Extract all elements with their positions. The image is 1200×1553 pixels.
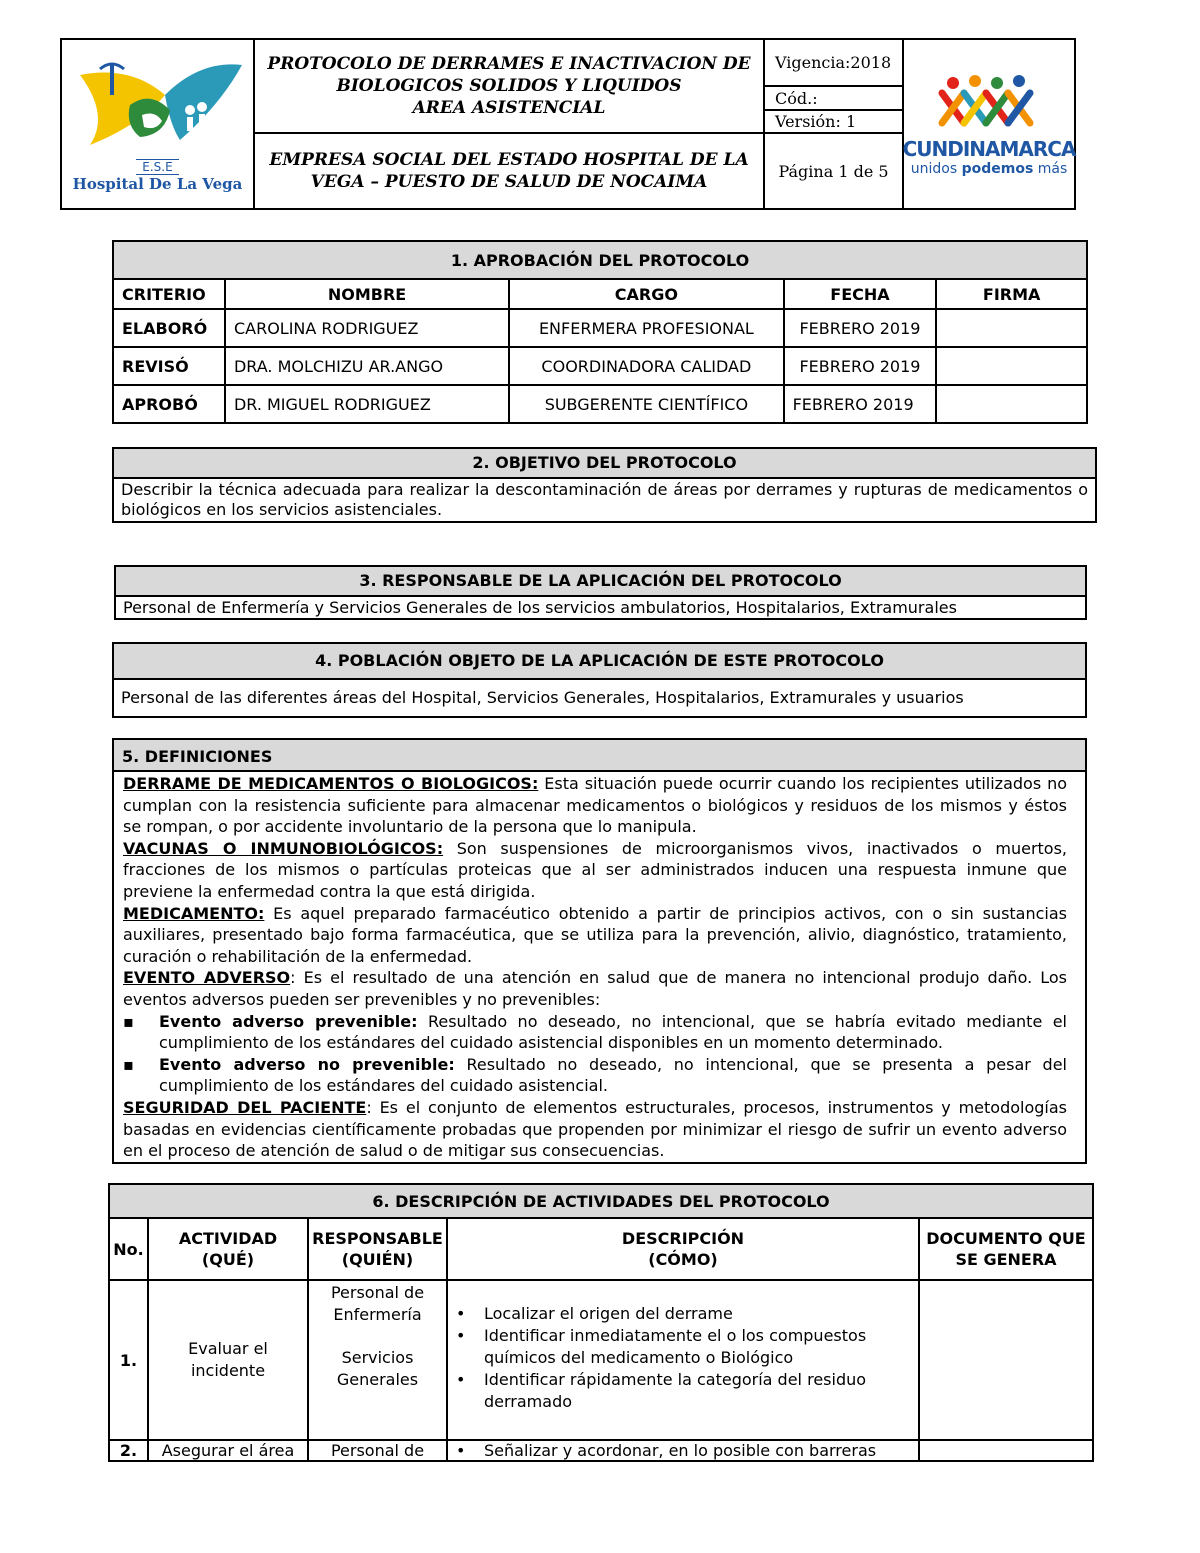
definition-evento-adverso — [123, 967, 1067, 1010]
activity-cell: Asegurar el área — [148, 1440, 308, 1461]
col-descripcion-line1: DESCRIPCIÓN — [621, 1229, 745, 1248]
slogan-part-a: unidos — [910, 161, 962, 177]
list-item — [448, 1442, 918, 1460]
table-row — [113, 385, 1087, 423]
col-firma: FIRMA — [936, 279, 1087, 309]
nombre-cell: DRA. MOLCHIZU AR.ANGO — [225, 347, 509, 385]
cundinamarca-slogan — [911, 161, 1068, 177]
definitions-section — [112, 738, 1087, 1164]
version: Versión: 1 — [765, 111, 904, 134]
bullet-term: Evento adverso prevenible: — [159, 1011, 418, 1031]
col-responsable-line2: (QUIÉN) — [341, 1250, 414, 1269]
list-item — [448, 1369, 914, 1413]
population-title: 4. POBLACIÓN OBJETO DE LA APLICACIÓN DE ESTE PROTOCOLO — [114, 644, 1085, 680]
description-item: Localizar el origen del derrame — [484, 1304, 733, 1323]
definition-text: : Es el resultado de una atención en salud que de manera no intencional produjo daño. Los eventos adversos pueden ser prevenibles y no prevenibles: — [123, 968, 1068, 1009]
institution-title-line1: EMPRESA SOCIAL DEL ESTADO HOSPITAL DE LA — [269, 150, 749, 170]
description-item: Identificar inmediatamente el o los compuestos químicos del medicamento o Biológico — [484, 1326, 867, 1367]
col-actividad-line2: (QUÉ) — [201, 1250, 255, 1269]
cargo-cell: SUBGERENTE CIENTÍFICO — [509, 385, 783, 423]
institution-title — [255, 134, 765, 208]
firma-cell — [936, 385, 1087, 423]
firma-cell — [936, 347, 1087, 385]
col-criterio: CRITERIO — [113, 279, 225, 309]
col-responsable — [308, 1218, 447, 1280]
definition-term: DERRAME DE MEDICAMENTOS O BIOLOGICOS: — [123, 774, 539, 793]
fecha-cell: FEBRERO 2019 — [784, 347, 937, 385]
definitions-title: 5. DEFINICIONES — [114, 740, 1085, 772]
objective-title: 2. OBJETIVO DEL PROTOCOLO — [114, 449, 1095, 479]
table-row — [113, 309, 1087, 347]
slogan-part-c: más — [1033, 161, 1068, 177]
definition-term: VACUNAS O INMUNOBIOLÓGICOS: — [123, 838, 444, 858]
fecha-cell: FEBRERO 2019 — [784, 385, 937, 423]
definition-term: SEGURIDAD DEL PACIENTE — [123, 1097, 367, 1117]
table-row — [113, 347, 1087, 385]
col-actividad-line1: ACTIVIDAD — [178, 1229, 278, 1248]
col-responsable-line1: RESPONSABLE — [312, 1229, 443, 1248]
definition-vacunas — [123, 838, 1067, 903]
cundinamarca-brand: CUNDINAMARCA — [902, 137, 1076, 161]
institution-title-line2: VEGA – PUESTO DE SALUD DE NOCAIMA — [310, 172, 708, 192]
col-descripcion-line2: (CÓMO) — [648, 1250, 718, 1269]
population-text: Personal de las diferentes áreas del Hospital, Servicios Generales, Hospitalarios, Extramurales y usuarios — [121, 688, 964, 707]
definition-text: Es aquel preparado farmacéutico obtenido a partir de principios activos, con o sin sustancias auxiliares, presentado bajo forma farmacéutica, que se utiliza para la prevención, alivio, diagnóstico, tratamiento, curación o rehabilitación de la enfermedad. — [123, 903, 1067, 966]
definition-text: Esta situación puede ocurrir cuando los recipientes utilizados no cumplan con la resistencia suficiente para almacenar medicamentos o biológicos y residuos de los mismos y éstos se rompan, o por accidente involuntario de la persona que lo manipula. — [123, 774, 1067, 837]
definitions-body — [114, 772, 1085, 1162]
cundinamarca-figures-icon — [934, 71, 1044, 137]
codigo: Cód.: — [765, 87, 904, 111]
responsible-cell: Personal de — [308, 1440, 447, 1461]
description-cell — [447, 1280, 919, 1440]
col-documento-line1: DOCUMENTO QUE — [926, 1229, 1086, 1248]
definition-text: : Es el conjunto de elementos estructurales, procesos, instrumentos y metodologías basadas en evidencias científicamente probadas que propenden por minimizar el riesgo de sufrir un evento adverso en el proceso de atención de salud o de mitigar sus consecuencias. — [123, 1097, 1068, 1161]
activity-cell — [148, 1280, 308, 1440]
col-descripcion — [447, 1218, 919, 1280]
criterio-cell: REVISÓ — [113, 347, 225, 385]
bullet-term: Evento adverso no prevenible: — [159, 1054, 455, 1074]
document-cell — [919, 1440, 1093, 1461]
col-actividad — [148, 1218, 308, 1280]
protocol-title — [255, 40, 765, 134]
responsible-line4: Generales — [336, 1370, 419, 1389]
square-bullet-icon: ▪ — [123, 1054, 134, 1074]
cundinamarca-logo — [904, 40, 1074, 208]
hospital-logo-line2: Hospital De La Vega — [72, 175, 243, 193]
hospital-logo-icon — [70, 55, 246, 155]
protocol-title-line1: PROTOCOLO DE DERRAMES E INACTIVACION DE — [267, 54, 751, 74]
responsible-line2: Enfermería — [333, 1305, 422, 1324]
row-number: 1. — [109, 1280, 148, 1440]
responsible-cell — [308, 1280, 447, 1440]
criterio-cell: APROBÓ — [113, 385, 225, 423]
activity-line2: incidente — [190, 1361, 266, 1380]
document-header — [60, 38, 1076, 210]
bullet-text: Resultado no deseado, no intencional, que se presenta a pesar del cumplimiento de los estándares del cuidado asistencial. — [159, 1054, 1068, 1096]
hospital-logo-line1: E.S.E — [136, 159, 178, 175]
description-item: Señalizar y acordonar, en lo posible con barreras — [484, 1441, 877, 1460]
list-item — [448, 1325, 914, 1369]
objective-text: Describir la técnica adecuada para realizar la descontaminación de áreas por derrames y rupturas de medicamentos o biológicos en los servicios asistenciales. — [121, 480, 1088, 519]
col-documento — [919, 1218, 1093, 1280]
bullet-icon: • — [456, 1304, 466, 1323]
protocol-title-line2: BIOLOGICOS SOLIDOS Y LIQUIDOS — [336, 76, 682, 96]
definition-seguridad — [123, 1097, 1067, 1162]
slogan-part-b: podemos — [961, 161, 1034, 177]
hospital-logo — [62, 40, 255, 208]
bullet-icon: • — [456, 1326, 466, 1345]
activities-title: 6. DESCRIPCIÓN DE ACTIVIDADES DEL PROTOCOLO — [109, 1184, 1093, 1218]
fecha-cell: FEBRERO 2019 — [784, 309, 937, 347]
responsible-title: 3. RESPONSABLE DE LA APLICACIÓN DEL PROTOCOLO — [116, 567, 1085, 597]
responsible-line1: Personal de — [330, 1283, 425, 1302]
nombre-cell: CAROLINA RODRIGUEZ — [225, 309, 509, 347]
bullet-icon: • — [456, 1441, 466, 1460]
protocol-title-line3: AREA ASISTENCIAL — [412, 98, 606, 118]
responsible-line3: Servicios — [341, 1348, 414, 1367]
square-bullet-icon: ▪ — [123, 1011, 134, 1031]
list-item — [123, 1054, 1067, 1097]
vigencia: Vigencia:2018 — [765, 40, 904, 87]
bullet-icon: • — [456, 1370, 466, 1389]
firma-cell — [936, 309, 1087, 347]
definition-term: MEDICAMENTO: — [123, 903, 265, 923]
document-cell — [919, 1280, 1093, 1440]
objective-section — [112, 447, 1097, 523]
list-item — [448, 1303, 914, 1325]
col-documento-line2: SE GENERA — [955, 1250, 1057, 1269]
row-number: 2. — [109, 1440, 148, 1461]
description-cell — [447, 1440, 919, 1461]
col-cargo: CARGO — [509, 279, 783, 309]
cargo-cell: COORDINADORA CALIDAD — [509, 347, 783, 385]
table-row — [109, 1280, 1093, 1440]
description-item: Identificar rápidamente la categoría del residuo derramado — [484, 1370, 867, 1411]
activity-line1: Evaluar el — [188, 1339, 268, 1358]
responsible-section — [114, 565, 1087, 620]
col-nombre: NOMBRE — [225, 279, 509, 309]
approval-title: 1. APROBACIÓN DEL PROTOCOLO — [113, 241, 1087, 279]
definition-text: Son suspensiones de microorganismos vivos, inactivados o muertos, fracciones de los mismos o partículas proteicas que al ser administrados inducen una respuesta inmune que previene la enfermedad contra la que está dirigida. — [123, 838, 1068, 901]
activities-table — [108, 1183, 1094, 1462]
list-item — [123, 1011, 1067, 1054]
definition-term: EVENTO ADVERSO — [123, 968, 291, 988]
bullet-text: Resultado no deseado, no intencional, que se habría evitado mediante el cumplimiento de los estándares del cuidado asistencial disponibles en un momento determinado. — [159, 1011, 1067, 1053]
criterio-cell: ELABORÓ — [113, 309, 225, 347]
nombre-cell: DR. MIGUEL RODRIGUEZ — [225, 385, 509, 423]
col-no: No. — [109, 1218, 148, 1280]
col-fecha: FECHA — [784, 279, 937, 309]
responsible-text: Personal de Enfermería y Servicios Generales de los servicios ambulatorios, Hospitalarios, Extramurales — [123, 598, 957, 617]
population-section — [112, 642, 1087, 718]
approval-table — [112, 240, 1088, 424]
table-row — [109, 1440, 1093, 1461]
definition-medicamento — [123, 903, 1067, 968]
definition-derrame — [123, 773, 1067, 838]
page-number: Página 1 de 5 — [765, 134, 904, 208]
cargo-cell: ENFERMERA PROFESIONAL — [509, 309, 783, 347]
